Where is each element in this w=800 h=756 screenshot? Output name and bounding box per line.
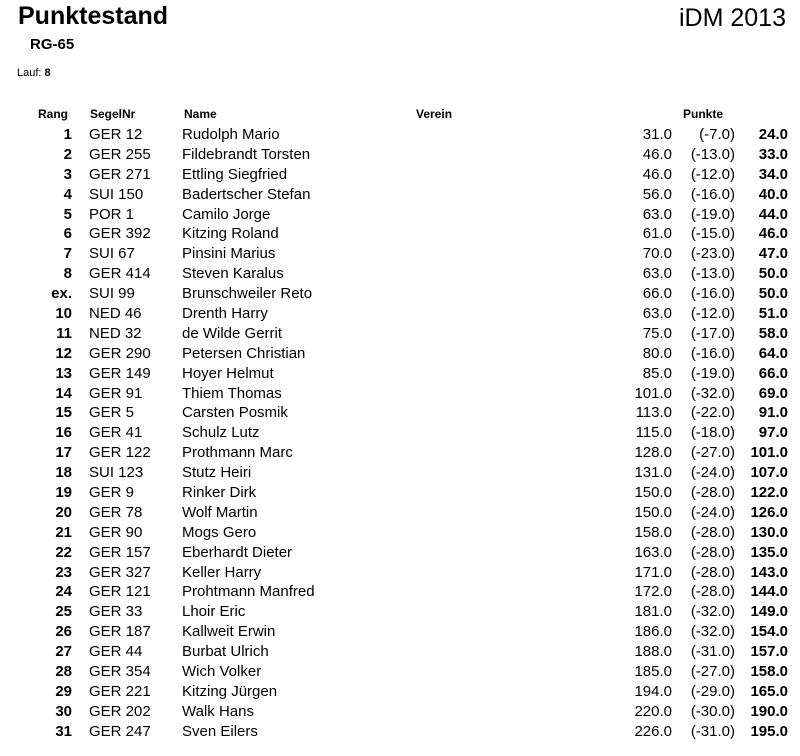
net-points-cell: 190.0 bbox=[750, 702, 788, 720]
sailor-name-cell: Schulz Lutz bbox=[182, 424, 260, 442]
table-row bbox=[0, 264, 800, 284]
total-points-cell: 113.0 bbox=[635, 404, 672, 422]
discard-points-cell: (-28.0) bbox=[690, 523, 735, 541]
net-points-cell: 126.0 bbox=[750, 503, 788, 521]
table-row bbox=[0, 682, 800, 702]
rank-cell: 30 bbox=[55, 702, 72, 720]
rank-cell: 13 bbox=[55, 364, 72, 382]
net-points-cell: 24.0 bbox=[758, 126, 788, 143]
total-points-cell: 56.0 bbox=[642, 185, 672, 203]
net-points-cell: 149.0 bbox=[750, 603, 788, 621]
discard-points-cell: (-32.0) bbox=[690, 384, 735, 402]
total-points-cell: 66.0 bbox=[642, 285, 672, 303]
table-row bbox=[0, 304, 800, 324]
total-points-cell: 188.0 bbox=[634, 643, 672, 661]
table-row bbox=[0, 423, 800, 443]
table-row bbox=[0, 503, 800, 523]
total-points-cell: 220.0 bbox=[634, 702, 672, 720]
table-row bbox=[0, 403, 800, 423]
total-points-cell: 63.0 bbox=[642, 205, 672, 223]
total-points-cell: 158.0 bbox=[634, 523, 672, 541]
sailor-name-cell: Prothmann Marc bbox=[182, 444, 293, 462]
sail-number-cell: GER 41 bbox=[89, 424, 143, 442]
sail-number-cell: GER 157 bbox=[89, 543, 151, 561]
sail-number-cell: GER 33 bbox=[89, 603, 143, 621]
net-points-cell: 33.0 bbox=[758, 145, 788, 163]
sail-number-cell: GER 247 bbox=[89, 722, 151, 740]
table-row bbox=[0, 602, 800, 622]
net-points-cell: 47.0 bbox=[758, 245, 788, 263]
table-row bbox=[0, 642, 800, 662]
discard-points-cell: (-16.0) bbox=[690, 185, 735, 203]
rank-cell: 5 bbox=[63, 205, 72, 223]
net-points-cell: 34.0 bbox=[758, 165, 788, 183]
total-points-cell: 46.0 bbox=[642, 165, 672, 183]
rank-cell: 19 bbox=[55, 484, 72, 502]
table-row bbox=[0, 125, 800, 145]
net-points-cell: 101.0 bbox=[750, 444, 788, 462]
discard-points-cell: (-24.0) bbox=[690, 464, 735, 482]
sailor-name-cell: Sven Eilers bbox=[182, 722, 258, 740]
rank-cell: 23 bbox=[55, 563, 72, 581]
sail-number-cell: GER 121 bbox=[89, 583, 151, 601]
discard-points-cell: (-32.0) bbox=[690, 603, 735, 621]
rank-cell: 6 bbox=[63, 225, 72, 243]
sail-number-cell: SUI 99 bbox=[89, 285, 135, 303]
discard-points-cell: (-27.0) bbox=[690, 663, 735, 681]
total-points-cell: 194.0 bbox=[634, 682, 672, 700]
rank-cell: 4 bbox=[63, 185, 72, 203]
net-points-cell: 122.0 bbox=[750, 484, 788, 502]
sail-number-cell: GER 149 bbox=[89, 364, 151, 382]
net-points-cell: 157.0 bbox=[750, 643, 788, 661]
sailor-name-cell: Keller Harry bbox=[182, 563, 262, 581]
discard-points-cell: (-28.0) bbox=[690, 583, 735, 601]
total-points-cell: 128.0 bbox=[634, 444, 672, 462]
net-points-cell: 154.0 bbox=[750, 623, 788, 641]
sailor-name-cell: Drenth Harry bbox=[182, 305, 268, 323]
rank-cell: ex. bbox=[51, 285, 72, 303]
net-points-cell: 50.0 bbox=[758, 265, 788, 283]
rank-cell: 20 bbox=[55, 503, 72, 521]
table-row bbox=[0, 344, 800, 364]
sailor-name-cell: Petersen Christian bbox=[182, 344, 306, 362]
discard-points-cell: (-28.0) bbox=[690, 543, 735, 561]
table-row bbox=[0, 702, 800, 722]
table-row bbox=[0, 622, 800, 642]
discard-points-cell: (-30.0) bbox=[690, 702, 735, 720]
net-points-cell: 46.0 bbox=[758, 225, 788, 243]
total-points-cell: 70.0 bbox=[642, 245, 672, 263]
table-row bbox=[0, 244, 800, 264]
table-row bbox=[0, 443, 800, 463]
sail-number-cell: GER 9 bbox=[89, 484, 135, 502]
sailor-name-cell: Ettling Siegfried bbox=[182, 165, 288, 183]
net-points-cell: 107.0 bbox=[750, 464, 788, 482]
boat-class: RG-65 bbox=[30, 36, 75, 53]
col-header-segelnr: SegelNr bbox=[90, 107, 136, 121]
table-row bbox=[0, 523, 800, 543]
net-points-cell: 158.0 bbox=[750, 663, 788, 681]
sail-number-cell: SUI 67 bbox=[89, 245, 135, 263]
total-points-cell: 181.0 bbox=[634, 603, 672, 621]
table-row bbox=[0, 483, 800, 503]
table-row bbox=[0, 364, 800, 384]
sailor-name-cell: Wich Volker bbox=[182, 663, 262, 681]
sail-number-cell: GER 221 bbox=[89, 682, 151, 700]
net-points-cell: 144.0 bbox=[750, 583, 788, 601]
sailor-name-cell: Walk Hans bbox=[182, 702, 254, 720]
event-name: iDM 2013 bbox=[679, 4, 786, 32]
total-points-cell: 61.0 bbox=[642, 225, 672, 243]
discard-points-cell: (-23.0) bbox=[690, 245, 735, 263]
table-row bbox=[0, 463, 800, 483]
table-row bbox=[0, 722, 800, 742]
net-points-cell: 51.0 bbox=[758, 305, 788, 323]
total-points-cell: 131.0 bbox=[634, 464, 672, 482]
rank-cell: 25 bbox=[55, 603, 72, 621]
sailor-name-cell: Burbat Ulrich bbox=[182, 643, 269, 661]
discard-points-cell: (-12.0) bbox=[690, 305, 735, 323]
total-points-cell: 150.0 bbox=[634, 503, 672, 521]
sail-number-cell: GER 78 bbox=[89, 503, 143, 521]
net-points-cell: 165.0 bbox=[750, 682, 788, 700]
rank-cell: 22 bbox=[55, 543, 72, 561]
rank-cell: 14 bbox=[55, 384, 72, 402]
sail-number-cell: GER 91 bbox=[89, 384, 143, 402]
sail-number-cell: POR 1 bbox=[89, 205, 135, 223]
discard-points-cell: (-28.0) bbox=[690, 484, 735, 502]
table-row bbox=[0, 145, 800, 165]
discard-points-cell: (-19.0) bbox=[690, 205, 735, 223]
table-row bbox=[0, 543, 800, 563]
net-points-cell: 143.0 bbox=[750, 563, 788, 581]
sailor-name-cell: Badertscher Stefan bbox=[182, 185, 311, 203]
sailor-name-cell: de Wilde Gerrit bbox=[182, 324, 283, 342]
rank-cell: 21 bbox=[55, 523, 72, 541]
rank-cell: 17 bbox=[55, 444, 72, 462]
discard-points-cell: (-31.0) bbox=[690, 722, 735, 740]
discard-points-cell: (-13.0) bbox=[690, 265, 735, 283]
sailor-name-cell: Stutz Heiri bbox=[182, 464, 252, 482]
sail-number-cell: GER 327 bbox=[89, 563, 151, 581]
net-points-cell: 64.0 bbox=[758, 344, 788, 362]
rank-cell: 8 bbox=[63, 265, 72, 283]
sailor-name-cell: Wolf Martin bbox=[182, 503, 258, 521]
sail-number-cell: GER 255 bbox=[89, 145, 151, 163]
discard-points-cell: (-12.0) bbox=[690, 165, 735, 183]
sailor-name-cell: Steven Karalus bbox=[182, 265, 284, 283]
discard-points-cell: (-24.0) bbox=[690, 503, 735, 521]
rank-cell: 3 bbox=[63, 165, 72, 183]
discard-points-cell: (-32.0) bbox=[690, 623, 735, 641]
discard-points-cell: (-27.0) bbox=[690, 444, 735, 462]
sail-number-cell: GER 122 bbox=[89, 444, 151, 462]
col-header-name: Name bbox=[184, 107, 217, 121]
results-table bbox=[0, 125, 800, 742]
net-points-cell: 91.0 bbox=[758, 404, 788, 422]
net-points-cell: 195.0 bbox=[750, 722, 788, 740]
sailor-name-cell: Carsten Posmik bbox=[182, 404, 288, 422]
sail-number-cell: GER 12 bbox=[89, 126, 143, 143]
total-points-cell: 115.0 bbox=[635, 424, 672, 442]
sailor-name-cell: Eberhardt Dieter bbox=[182, 543, 293, 561]
total-points-cell: 171.0 bbox=[634, 563, 672, 581]
sailor-name-cell: Rinker Dirk bbox=[182, 484, 257, 502]
net-points-cell: 135.0 bbox=[750, 543, 788, 561]
rank-cell: 26 bbox=[55, 623, 72, 641]
total-points-cell: 150.0 bbox=[634, 484, 672, 502]
rank-cell: 11 bbox=[56, 324, 72, 342]
sailor-name-cell: Brunschweiler Reto bbox=[182, 285, 313, 303]
total-points-cell: 163.0 bbox=[634, 543, 672, 561]
sailor-name-cell: Thiem Thomas bbox=[182, 384, 282, 402]
rank-cell: 1 bbox=[63, 126, 72, 143]
sailor-name-cell: Mogs Gero bbox=[182, 523, 257, 541]
net-points-cell: 40.0 bbox=[758, 185, 788, 203]
net-points-cell: 44.0 bbox=[758, 205, 788, 223]
race-label: Lauf: bbox=[17, 67, 42, 79]
total-points-cell: 63.0 bbox=[642, 305, 672, 323]
sail-number-cell: GER 5 bbox=[89, 404, 135, 422]
discard-points-cell: (-18.0) bbox=[690, 424, 735, 442]
discard-points-cell: (-7.0) bbox=[699, 126, 735, 143]
table-row bbox=[0, 563, 800, 583]
rank-cell: 15 bbox=[55, 404, 72, 422]
col-header-rang: Rang bbox=[38, 107, 68, 121]
race-indicator bbox=[17, 67, 51, 79]
sail-number-cell: GER 354 bbox=[89, 663, 151, 681]
total-points-cell: 226.0 bbox=[634, 722, 672, 740]
rank-cell: 2 bbox=[63, 145, 72, 163]
sail-number-cell: GER 392 bbox=[89, 225, 151, 243]
net-points-cell: 97.0 bbox=[758, 424, 788, 442]
rank-cell: 27 bbox=[55, 643, 72, 661]
sail-number-cell: GER 44 bbox=[89, 643, 143, 661]
rank-cell: 24 bbox=[55, 583, 72, 601]
sail-number-cell: GER 414 bbox=[89, 265, 151, 283]
rank-cell: 28 bbox=[55, 663, 72, 681]
total-points-cell: 63.0 bbox=[642, 265, 672, 283]
sailor-name-cell: Rudolph Mario bbox=[182, 126, 280, 143]
rank-cell: 7 bbox=[63, 245, 72, 263]
discard-points-cell: (-29.0) bbox=[690, 682, 735, 700]
rank-cell: 18 bbox=[55, 464, 72, 482]
sailor-name-cell: Kitzing Roland bbox=[182, 225, 279, 243]
sailor-name-cell: Lhoir Eric bbox=[182, 603, 246, 621]
net-points-cell: 130.0 bbox=[750, 523, 788, 541]
net-points-cell: 66.0 bbox=[758, 364, 788, 382]
page-title: Punktestand bbox=[18, 2, 169, 30]
discard-points-cell: (-15.0) bbox=[690, 225, 735, 243]
sailor-name-cell: Fildebrandt Torsten bbox=[182, 145, 311, 163]
net-points-cell: 58.0 bbox=[758, 324, 788, 342]
sail-number-cell: SUI 150 bbox=[89, 185, 144, 203]
sail-number-cell: GER 290 bbox=[89, 344, 151, 362]
sailor-name-cell: Camilo Jorge bbox=[182, 205, 271, 223]
sailor-name-cell: Pinsini Marius bbox=[182, 245, 276, 263]
discard-points-cell: (-17.0) bbox=[690, 324, 735, 342]
total-points-cell: 101.0 bbox=[634, 384, 672, 402]
sailor-name-cell: Hoyer Helmut bbox=[182, 364, 274, 382]
table-row bbox=[0, 205, 800, 225]
sailor-name-cell: Prohtmann Manfred bbox=[182, 583, 315, 601]
sail-number-cell: GER 90 bbox=[89, 523, 143, 541]
discard-points-cell: (-16.0) bbox=[690, 344, 735, 362]
sail-number-cell: NED 46 bbox=[89, 305, 142, 323]
table-row bbox=[0, 324, 800, 344]
table-row bbox=[0, 185, 800, 205]
sailor-name-cell: Kitzing Jürgen bbox=[182, 682, 278, 700]
table-row bbox=[0, 384, 800, 404]
table-row bbox=[0, 165, 800, 185]
discard-points-cell: (-31.0) bbox=[690, 643, 735, 661]
table-row bbox=[0, 284, 800, 304]
sailor-name-cell: Kallweit Erwin bbox=[182, 623, 276, 641]
table-row bbox=[0, 582, 800, 602]
table-row bbox=[0, 662, 800, 682]
col-header-verein: Verein bbox=[416, 107, 453, 121]
total-points-cell: 85.0 bbox=[642, 364, 672, 382]
rank-cell: 10 bbox=[55, 305, 72, 323]
col-header-punkte: Punkte bbox=[683, 107, 724, 121]
rank-cell: 31 bbox=[55, 722, 72, 740]
total-points-cell: 46.0 bbox=[642, 145, 672, 163]
sail-number-cell: GER 187 bbox=[89, 623, 151, 641]
discard-points-cell: (-13.0) bbox=[690, 145, 735, 163]
total-points-cell: 31.0 bbox=[642, 126, 672, 143]
table-row bbox=[0, 224, 800, 244]
net-points-cell: 69.0 bbox=[758, 384, 788, 402]
sail-number-cell: SUI 123 bbox=[89, 464, 144, 482]
total-points-cell: 75.0 bbox=[642, 324, 672, 342]
rank-cell: 12 bbox=[55, 344, 72, 362]
sail-number-cell: GER 271 bbox=[89, 165, 151, 183]
total-points-cell: 185.0 bbox=[634, 663, 672, 681]
discard-points-cell: (-16.0) bbox=[690, 285, 735, 303]
net-points-cell: 50.0 bbox=[758, 285, 788, 303]
sail-number-cell: GER 202 bbox=[89, 702, 151, 720]
sail-number-cell: NED 32 bbox=[89, 324, 142, 342]
total-points-cell: 80.0 bbox=[642, 344, 672, 362]
total-points-cell: 172.0 bbox=[634, 583, 672, 601]
rank-cell: 29 bbox=[55, 682, 72, 700]
race-number: 8 bbox=[44, 67, 51, 79]
discard-points-cell: (-22.0) bbox=[690, 404, 735, 422]
rank-cell: 16 bbox=[55, 424, 72, 442]
total-points-cell: 186.0 bbox=[634, 623, 672, 641]
discard-points-cell: (-28.0) bbox=[690, 563, 735, 581]
discard-points-cell: (-19.0) bbox=[690, 364, 735, 382]
